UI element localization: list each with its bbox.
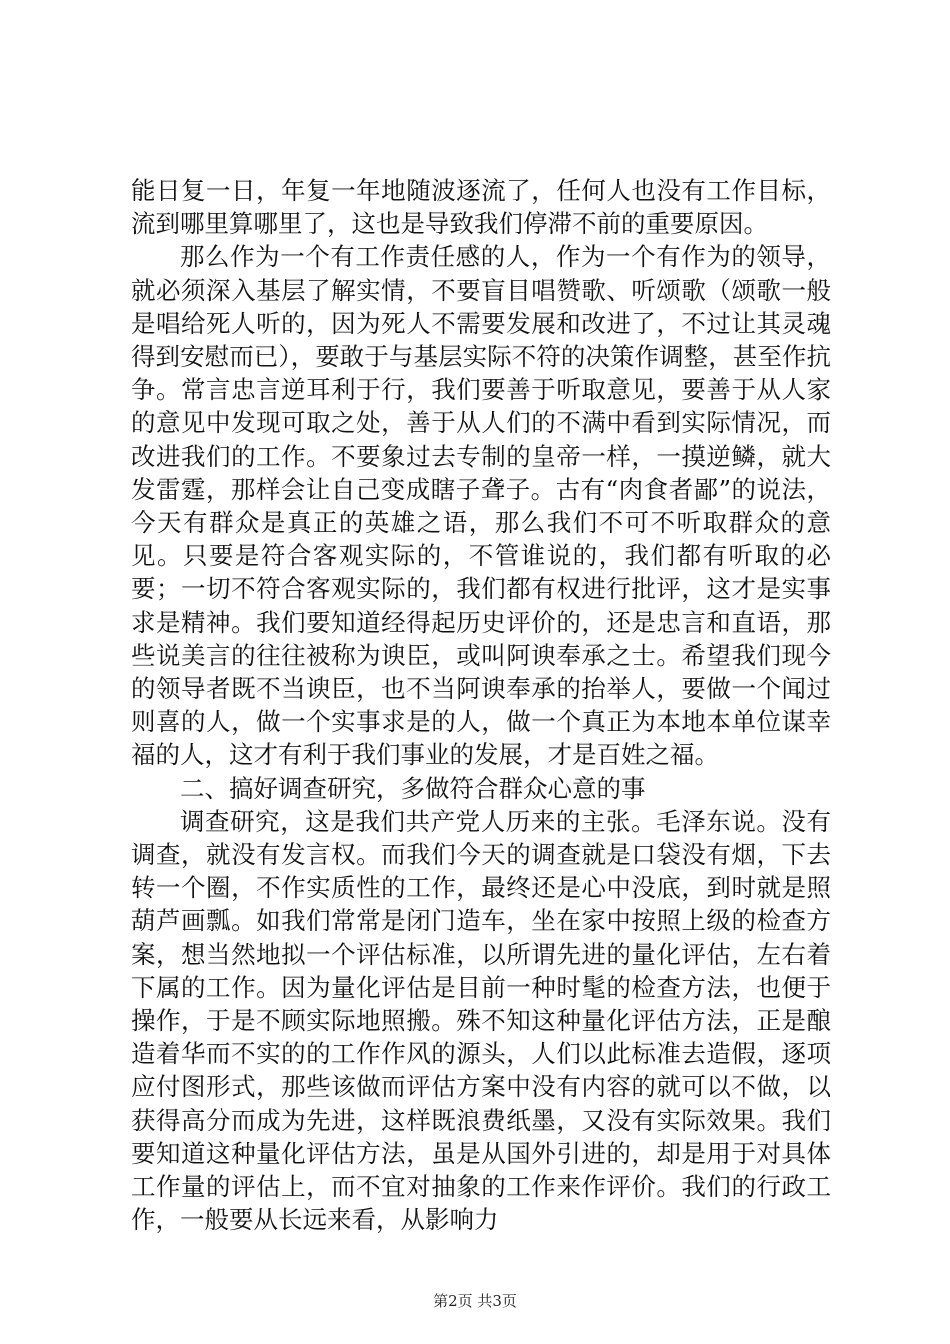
page-number-footer: 第2页 共3页: [433, 1292, 517, 1310]
paragraph-research: 调查研究，这是我们共产党人历来的主张。毛泽东说。没有调查，就没有发言权。而我们今天的调查就是口袋没有烟，下去转一个圈，不作实质性的工作，最终还是心中没底，到时就是照葫芦画瓢。如我们常常是闭门造车，坐在家中按照上级的检查方案，想当然地拟一个评估标准，以所谓先进的量化评估，左右着下属的工作。因为量化评估是目前一种时髦的检查方法，也便于操作，于是不顾实际地照搬。殊不知这种量化评估方法，正是酿造着华而不实的的工作作风的源头，人们以此标准去造假，逐项应付图形式，那些该做而评估方案中没有内容的就可以不做，以获得高分而成为先进，这样既浪费纸墨，又没有实际效果。我们要知道这种量化评估方法，虽是从国外引进的，却是用于对具体工作量的评估上，而不宜对抽象的工作来作评价。我们的行政工作，一般要从长远来看，从影响力: [131, 806, 831, 1235]
section-heading-2: 二、搞好调查研究，多做符合群众心意的事: [180, 773, 646, 803]
paragraph-leadership: 那么作为一个有工作责任感的人，作为一个有作为的领导，就必须深入基层了解实情，不要盲目唱赞歌、听颂歌（颂歌一般是唱给死人听的，因为死人不需要发展和改进了，不过让其灵魂得到安慰而已），要敢于与基层实际不符的决策作调整，甚至作抗争。常言忠言逆耳利于行，我们要善于听取意见，要善于从人家的意见中发现可取之处，善于从人们的不满中看到实际情况，而改进我们的工作。不要象过去专制的皇帝一样，一摸逆鳞，就大发雷霆，那样会让自己变成瞎子聋子。古有“肉食者鄙”的说法，今天有群众是真正的英雄之语，那么我们不可不听取群众的意见。只要是符合客观实际的，不管谁说的，我们都有听取的必要；一切不符合客观实际的，我们都有权进行批评，这才是实事求是精神。我们要知道经得起历史评价的，还是忠言和直语，那些说美言的往往被称为谀臣，或叫阿谀奉承之士。希望我们现今的领导者既不当谀臣，也不当阿谀奉承的抬举人，要做一个闻过则喜的人，做一个实事求是的人，做一个真正为本地本单位谋幸福的人，这才有利于我们事业的发展，才是百姓之福。: [131, 242, 831, 770]
paragraph-continuation: 能日复一日，年复一年地随波逐流了，任何人也没有工作目标，流到哪里算哪里了，这也是导致我们停滞不前的重要原因。: [131, 176, 831, 239]
document-body: [131, 174, 831, 1237]
